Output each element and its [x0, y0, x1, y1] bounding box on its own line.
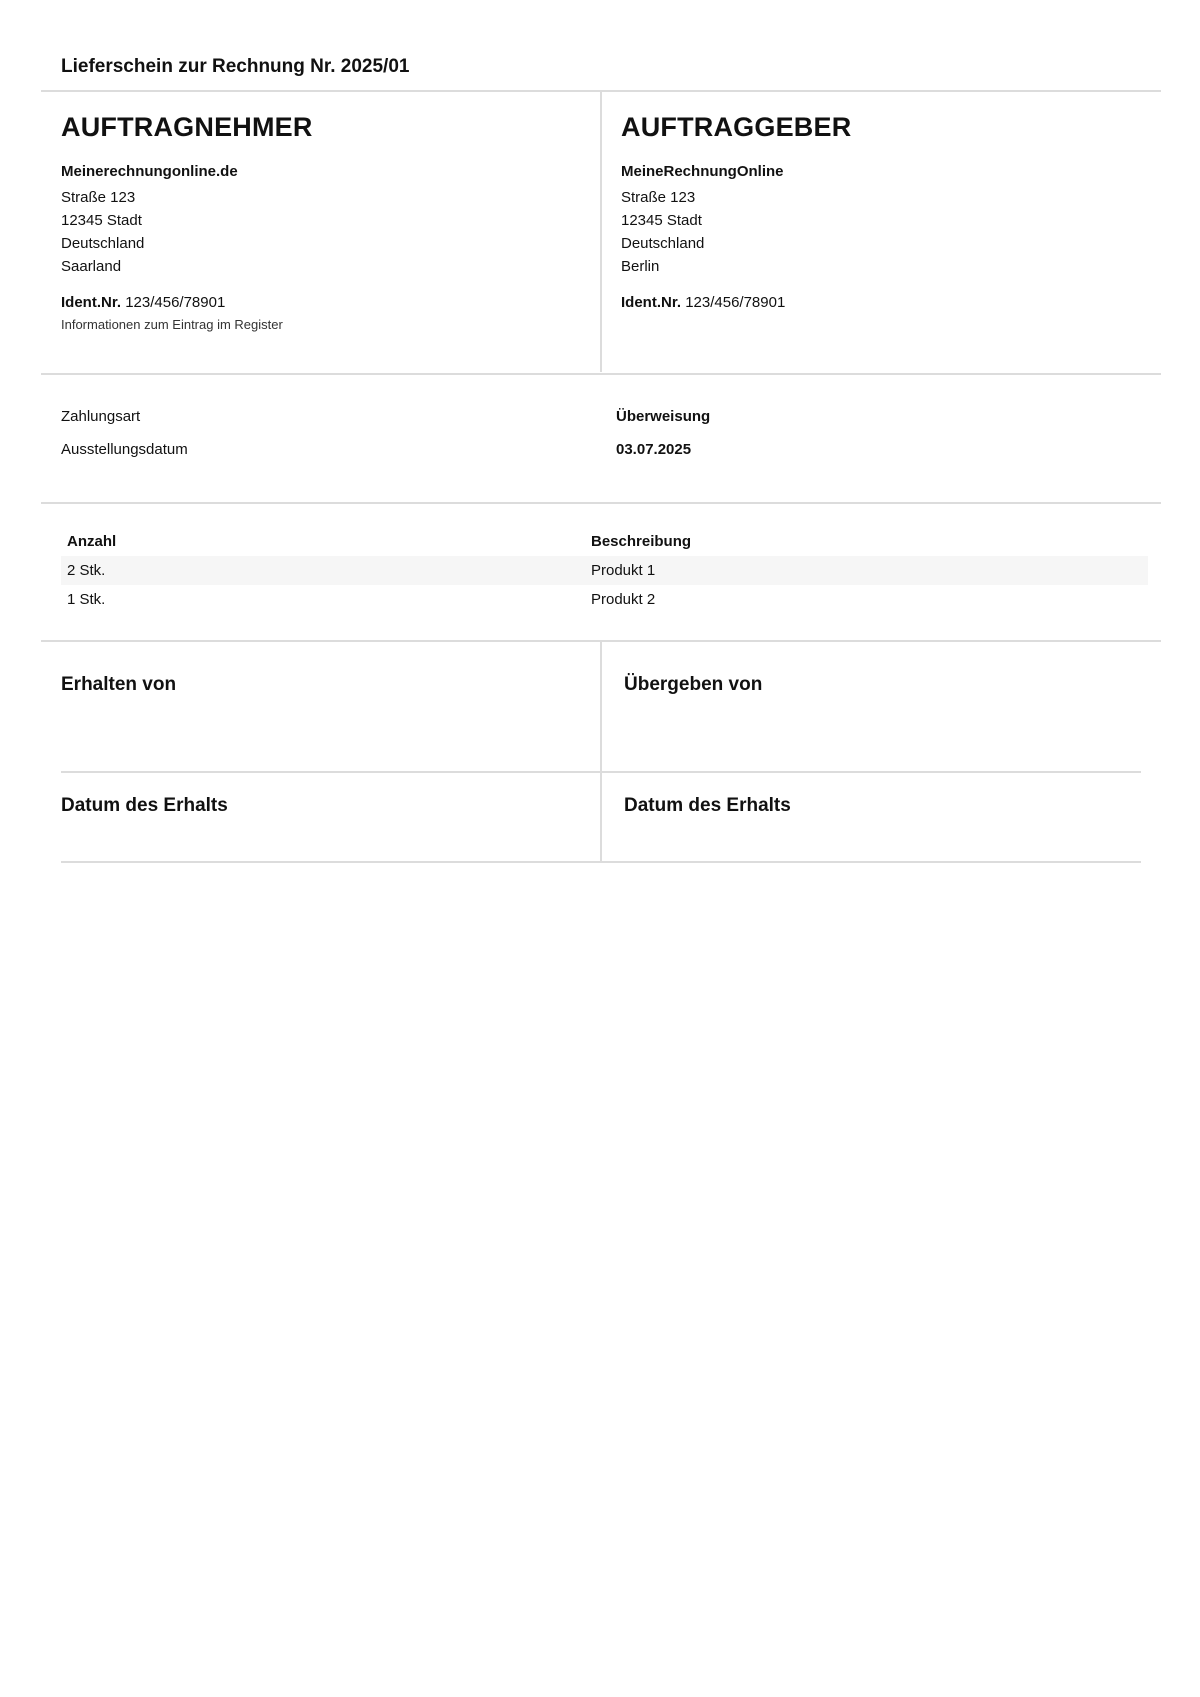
client-block — [621, 112, 1101, 311]
row-quantity: 2 Stk. — [61, 556, 585, 585]
row-description: Produkt 2 — [591, 591, 656, 608]
client-heading: AUFTRAGGEBER — [621, 112, 852, 142]
divider-parties — [600, 90, 602, 372]
issue-date-label: Ausstellungsdatum — [61, 441, 188, 458]
handed-over-by-label: Übergeben von — [624, 674, 763, 695]
table-header-row — [61, 527, 1148, 556]
table-row — [61, 585, 1148, 614]
divider-parties-bottom — [41, 373, 1161, 375]
contractor-street: Straße 123 — [61, 189, 136, 206]
document-title: Lieferschein zur Rechnung Nr. 2025/01 — [61, 56, 410, 77]
row-description: Produkt 1 — [585, 556, 1148, 585]
divider-signatures — [600, 640, 602, 862]
divider-info-bottom — [41, 502, 1161, 504]
divider-signature-bottom — [61, 861, 1141, 863]
client-name: MeineRechnungOnline — [621, 163, 784, 180]
items-table — [61, 527, 1148, 614]
row-quantity: 1 Stk. — [67, 591, 106, 608]
client-state: Berlin — [621, 258, 660, 275]
divider-signature-middle — [61, 771, 1141, 773]
contractor-country: Deutschland — [61, 235, 145, 252]
client-city: 12345 Stadt — [621, 212, 702, 229]
contractor-ident-label: Ident.Nr. — [61, 294, 122, 311]
column-header-description: Beschreibung — [591, 533, 692, 550]
table-row — [61, 556, 1148, 585]
client-country: Deutschland — [621, 235, 705, 252]
receipt-date-label-left: Datum des Erhalts — [61, 795, 228, 816]
receipt-date-label-right: Datum des Erhalts — [624, 795, 791, 816]
issue-date-value: 03.07.2025 — [616, 441, 692, 458]
contractor-name: Meinerechnungonline.de — [61, 163, 238, 180]
contractor-ident — [61, 294, 541, 311]
payment-method-label: Zahlungsart — [61, 408, 141, 425]
contractor-city: 12345 Stadt — [61, 212, 142, 229]
client-ident-value: 123/456/78901 — [685, 294, 786, 311]
client-street: Straße 123 — [621, 189, 696, 206]
received-by-label: Erhalten von — [61, 674, 177, 695]
payment-method-value: Überweisung — [616, 408, 711, 425]
contractor-heading: AUFTRAGNEHMER — [61, 112, 313, 142]
contractor-state: Saarland — [61, 258, 122, 275]
column-header-quantity: Anzahl — [67, 533, 117, 550]
client-ident — [621, 294, 1101, 311]
contractor-ident-value: 123/456/78901 — [125, 294, 226, 311]
contractor-block — [61, 112, 541, 332]
contractor-register-note: Informationen zum Eintrag im Register — [61, 317, 283, 332]
client-ident-label: Ident.Nr. — [621, 294, 682, 311]
